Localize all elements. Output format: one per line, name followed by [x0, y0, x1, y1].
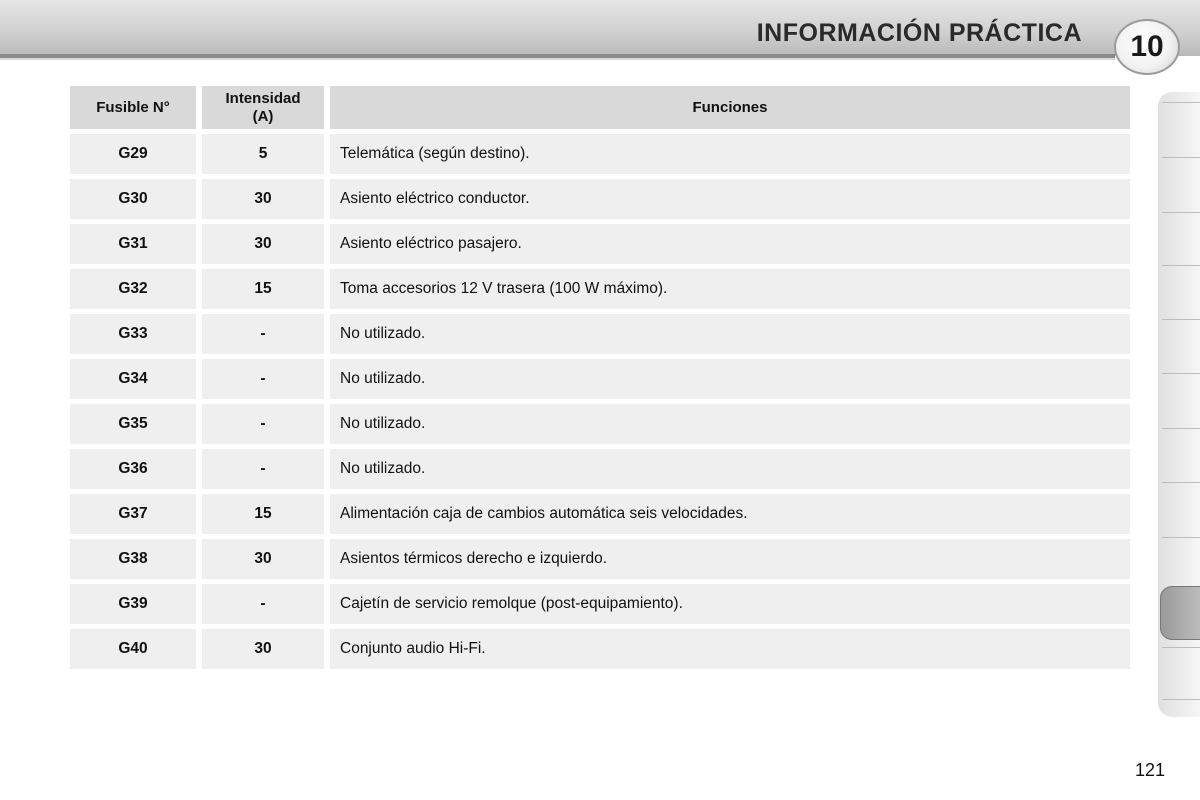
function-cell: No utilizado. — [330, 314, 1130, 354]
table-row — [70, 629, 1130, 669]
thumb-tab-divider — [1162, 482, 1200, 483]
fuse-number-cell: G36 — [70, 449, 196, 489]
header-amperage-line2: (A) — [252, 107, 274, 125]
table-row — [70, 404, 1130, 444]
table-header-row — [70, 86, 1130, 129]
function-cell: Alimentación caja de cambios automática seis velocidades. — [330, 494, 1130, 534]
fuse-number-cell: G35 — [70, 404, 196, 444]
table-row — [70, 134, 1130, 174]
amperage-cell: 30 — [202, 629, 324, 669]
function-cell: Asientos térmicos derecho e izquierdo. — [330, 539, 1130, 579]
fuse-number-cell: G30 — [70, 179, 196, 219]
amperage-cell: 15 — [202, 494, 324, 534]
fuse-number-cell: G32 — [70, 269, 196, 309]
table-row — [70, 179, 1130, 219]
thumb-tab-divider — [1162, 373, 1200, 374]
amperage-cell: - — [202, 404, 324, 444]
thumb-tab-divider — [1162, 319, 1200, 320]
thumb-tab-divider — [1162, 157, 1200, 158]
table-row — [70, 269, 1130, 309]
table-row — [70, 224, 1130, 264]
function-cell: Asiento eléctrico conductor. — [330, 179, 1130, 219]
page-number: 121 — [1135, 760, 1166, 780]
amperage-cell: 30 — [202, 224, 324, 264]
function-cell: Toma accesorios 12 V trasera (100 W máximo). — [330, 269, 1130, 309]
header-rule-light — [0, 58, 1115, 60]
fuse-number-cell: G29 — [70, 134, 196, 174]
header-functions: Funciones — [330, 86, 1130, 129]
chapter-title: INFORMACIÓN PRÁCTICA — [756, 19, 1082, 47]
amperage-cell: - — [202, 584, 324, 624]
table-row — [70, 539, 1130, 579]
thumb-tab-divider — [1162, 699, 1200, 700]
fuse-number-cell: G31 — [70, 224, 196, 264]
function-cell: No utilizado. — [330, 404, 1130, 444]
amperage-cell: - — [202, 449, 324, 489]
thumb-tab-active — [1160, 586, 1200, 640]
header-amperage-line1: Intensidad — [225, 89, 301, 107]
thumb-tab-divider — [1162, 212, 1200, 213]
header-amperage — [202, 86, 324, 129]
function-cell: Conjunto audio Hi-Fi. — [330, 629, 1130, 669]
page-header — [0, 0, 1200, 70]
table-row — [70, 314, 1130, 354]
amperage-cell: 30 — [202, 539, 324, 579]
fuse-number-cell: G38 — [70, 539, 196, 579]
amperage-cell: - — [202, 359, 324, 399]
amperage-cell: 5 — [202, 134, 324, 174]
fuse-number-cell: G37 — [70, 494, 196, 534]
table-row — [70, 359, 1130, 399]
thumb-tab-divider — [1162, 537, 1200, 538]
header-fuse-number: Fusible N° — [70, 86, 196, 129]
fuse-table — [70, 86, 1130, 674]
thumb-tab-divider — [1162, 647, 1200, 648]
table-row — [70, 584, 1130, 624]
thumb-tab-divider — [1162, 428, 1200, 429]
amperage-cell: 15 — [202, 269, 324, 309]
function-cell: Telemática (según destino). — [330, 134, 1130, 174]
function-cell: Cajetín de servicio remolque (post-equipamiento). — [330, 584, 1130, 624]
fuse-number-cell: G39 — [70, 584, 196, 624]
fuse-number-cell: G40 — [70, 629, 196, 669]
chapter-number-badge: 10 — [1114, 19, 1180, 75]
amperage-cell: - — [202, 314, 324, 354]
amperage-cell: 30 — [202, 179, 324, 219]
thumb-tab-divider — [1162, 102, 1200, 103]
function-cell: No utilizado. — [330, 449, 1130, 489]
fuse-number-cell: G34 — [70, 359, 196, 399]
table-row — [70, 449, 1130, 489]
function-cell: No utilizado. — [330, 359, 1130, 399]
function-cell: Asiento eléctrico pasajero. — [330, 224, 1130, 264]
thumb-tab-divider — [1162, 265, 1200, 266]
table-row — [70, 494, 1130, 534]
fuse-number-cell: G33 — [70, 314, 196, 354]
